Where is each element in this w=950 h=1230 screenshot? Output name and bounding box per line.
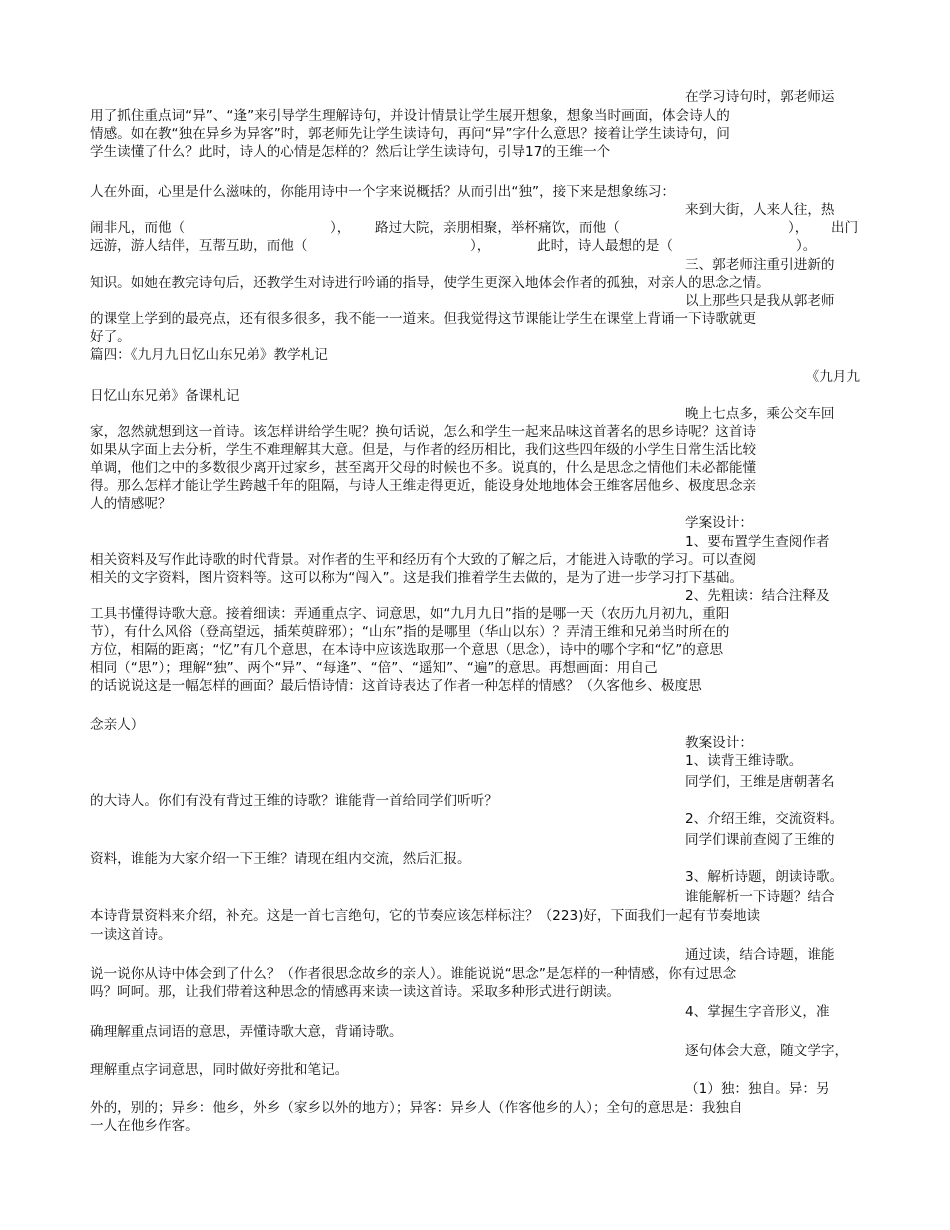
text-line: 如果从字面上去分析，学生不难理解其大意。但是，与作者的经历相比，我们这些四年级的小学生日常生活比较 bbox=[90, 442, 757, 458]
text-line: 的话说说这是一幅怎样的画面？最后悟诗情：这首诗表达了作者一种怎样的情感？（久客他乡、极度思 bbox=[90, 678, 702, 694]
text-line: 得。那么怎样才能让学生跨越千年的阻隔，与诗人王维走得更近，能设身处地地体会王维客居他乡、极度思念亲 bbox=[90, 478, 757, 494]
text-line: 外的，别的；异乡：他乡，外乡（家乡以外的地方）；异客：异乡人（作客他乡的人）；全句的意思是：我独自 bbox=[90, 1100, 743, 1116]
text-line: 晚上七点多，乘公交车回 bbox=[685, 406, 835, 422]
text-line: 2、先粗读：结合注释及 bbox=[685, 588, 830, 604]
text-line-fragment: 闹非凡，而他（ bbox=[90, 220, 186, 236]
text-line: 知识。如她在教完诗句后，还教学生对诗进行吟诵的指导，使学生更深入地体会作者的孤独，对亲人的思念之情。 bbox=[90, 275, 770, 291]
text-line: 情感。如在教“独在异乡为异客”时，郭老师先让学生读诗句，再问“异”字什么意思？接着让学生读诗句，问 bbox=[90, 126, 730, 142]
text-line: 理解重点字词意思，同时做好旁批和笔记。 bbox=[90, 1062, 349, 1078]
text-line: 节），有什么风俗（登高望远，插茱萸辟邪）；“山东”指的是哪里（华山以东）？弄清王维和兄弟当时所在的 bbox=[90, 624, 730, 640]
text-line: 相同（“思”）；理解“独”、两个“异”、“每逢”、“倍”、“遥知”、“遍”的意思。再想画面：用自己 bbox=[90, 660, 658, 676]
text-line: 1、要布置学生查阅作者 bbox=[685, 534, 830, 550]
text-line-fragment: 远游，游人结伴，互帮互助，而他（ bbox=[90, 238, 308, 254]
text-line: 通过读，结合诗题，谁能 bbox=[685, 947, 835, 963]
text-line: 来到大街，人来人往，热 bbox=[685, 202, 835, 218]
text-line: 逐句体会大意，随文学字， bbox=[685, 1043, 849, 1059]
text-line: 以上那些只是我从郭老师 bbox=[685, 293, 835, 309]
text-line: 家，忽然就想到这一首诗。该怎样讲给学生呢？换句话说，怎么和学生一起来品味这首著名的思乡诗呢？这首诗 bbox=[90, 424, 757, 440]
text-line: 念亲人） bbox=[90, 717, 145, 733]
text-line: 1、读背王维诗歌。 bbox=[685, 753, 803, 769]
section-heading: 篇四：《九月九日忆山东兄弟》教学札记 bbox=[90, 347, 328, 363]
text-line: 一读这首诗。 bbox=[90, 927, 172, 943]
text-line: 工具书懂得诗歌大意。接着细读：弄通重点字、词意思，如“九月九日”指的是哪一天（农历九月初九，重阳 bbox=[90, 606, 730, 622]
text-line: 学案设计： bbox=[685, 515, 753, 531]
text-line-fragment: 路过大院，亲朋相聚，举杯痛饮，而他（ bbox=[375, 220, 620, 236]
text-line: 相关的文字资料，图片资料等。这可以称为“闯入”。这是我们推着学生去做的，是为了进一步学习打下基础。 bbox=[90, 570, 743, 586]
text-line: 谁能解析一下诗题？结合 bbox=[685, 889, 835, 905]
text-line: 3、解析诗题，朗读诗歌。 bbox=[685, 869, 844, 885]
text-line: 同学们，王维是唐朝著名 bbox=[685, 774, 835, 790]
text-line: 本诗背景资料来介绍，补充。这是一首七言绝句，它的节奏应该怎样标注？（223)好，下面我们一起有节奏地读 bbox=[90, 908, 761, 924]
text-line: 确理解重点词语的意思，弄懂诗歌大意，背诵诗歌。 bbox=[90, 1024, 403, 1040]
text-line: 吗？呵呵。那，让我们带着这种思念的情感再来读一读这首诗。采取多种形式进行朗读。 bbox=[90, 984, 621, 1000]
text-line: 在学习诗句时，郭老师运 bbox=[685, 89, 835, 105]
text-line-fragment: ）， bbox=[330, 220, 351, 236]
text-line: 人的情感呢？ bbox=[90, 496, 172, 512]
text-line: 人在外面，心里是什么滋味的，你能用诗中一个字来说概括？从而引出“独”，接下来是想象练习： bbox=[90, 184, 676, 200]
text-line: 资料，谁能为大家介绍一下王维？请现在组内交流，然后汇报。 bbox=[90, 851, 471, 867]
text-line: 的大诗人。你们有没有背过王维的诗歌？谁能背一首给同学们听听？ bbox=[90, 793, 498, 809]
text-line: 用了抓住重点词“异”、“逢”来引导学生理解诗句，并设计情景让学生展开想象，想象当时画面，体会诗人的 bbox=[90, 108, 730, 124]
text-line: 一人在他乡作客。 bbox=[90, 1118, 199, 1134]
text-line-fragment: ）， bbox=[788, 220, 809, 236]
text-line: 同学们课前查阅了王维的 bbox=[685, 832, 835, 848]
text-line: 2、介绍王维，交流资料。 bbox=[685, 811, 844, 827]
text-line: 好了。 bbox=[90, 329, 131, 345]
text-line: 学生读懂了什么？此时，诗人的心情是怎样的？然后让学生读诗句，引导17的王维一个 bbox=[90, 144, 611, 160]
text-line: 的课堂上学到的最亮点，还有很多很多，我不能一一道来。但我觉得这节课能让学生在课堂上背诵一下诗歌就更 bbox=[90, 311, 757, 327]
text-line-fragment: ）。 bbox=[796, 238, 817, 254]
text-line: 说一说你从诗中体会到了什么？（作者很思念故乡的亲人）。谁能说说“思念”是怎样的一种情感，你有过思念 bbox=[90, 966, 737, 982]
text-line-fragment: ）， bbox=[470, 238, 491, 254]
text-line: （1）独：独自。异：另 bbox=[685, 1081, 830, 1097]
text-line: 日忆山东兄弟》备课札记 bbox=[90, 388, 240, 404]
text-line-fragment: 此时，诗人最想的是（ bbox=[537, 238, 673, 254]
text-line-fragment: 出门 bbox=[831, 220, 859, 236]
text-line: 教案设计： bbox=[685, 735, 753, 751]
text-line: 单调，他们之中的多数很少离开过家乡，甚至离开父母的时候也不多。说真的，什么是思念之情他们未必都能懂 bbox=[90, 460, 757, 476]
text-line: 《九月九 bbox=[805, 369, 860, 385]
text-line: 方位，相隔的距离；“忆”有几个意思，在本诗中应该选取那一个意思（思念），诗中的哪个字和“忆”的意思 bbox=[90, 642, 724, 658]
text-line: 4、掌握生字音形义，准 bbox=[685, 1004, 830, 1020]
text-line: 相关资料及写作此诗歌的时代背景。对作者的生平和经历有个大致的了解之后，才能进入诗歌的学习。可以查阅 bbox=[90, 552, 757, 568]
text-line: 三、郭老师注重引进新的 bbox=[685, 257, 835, 273]
